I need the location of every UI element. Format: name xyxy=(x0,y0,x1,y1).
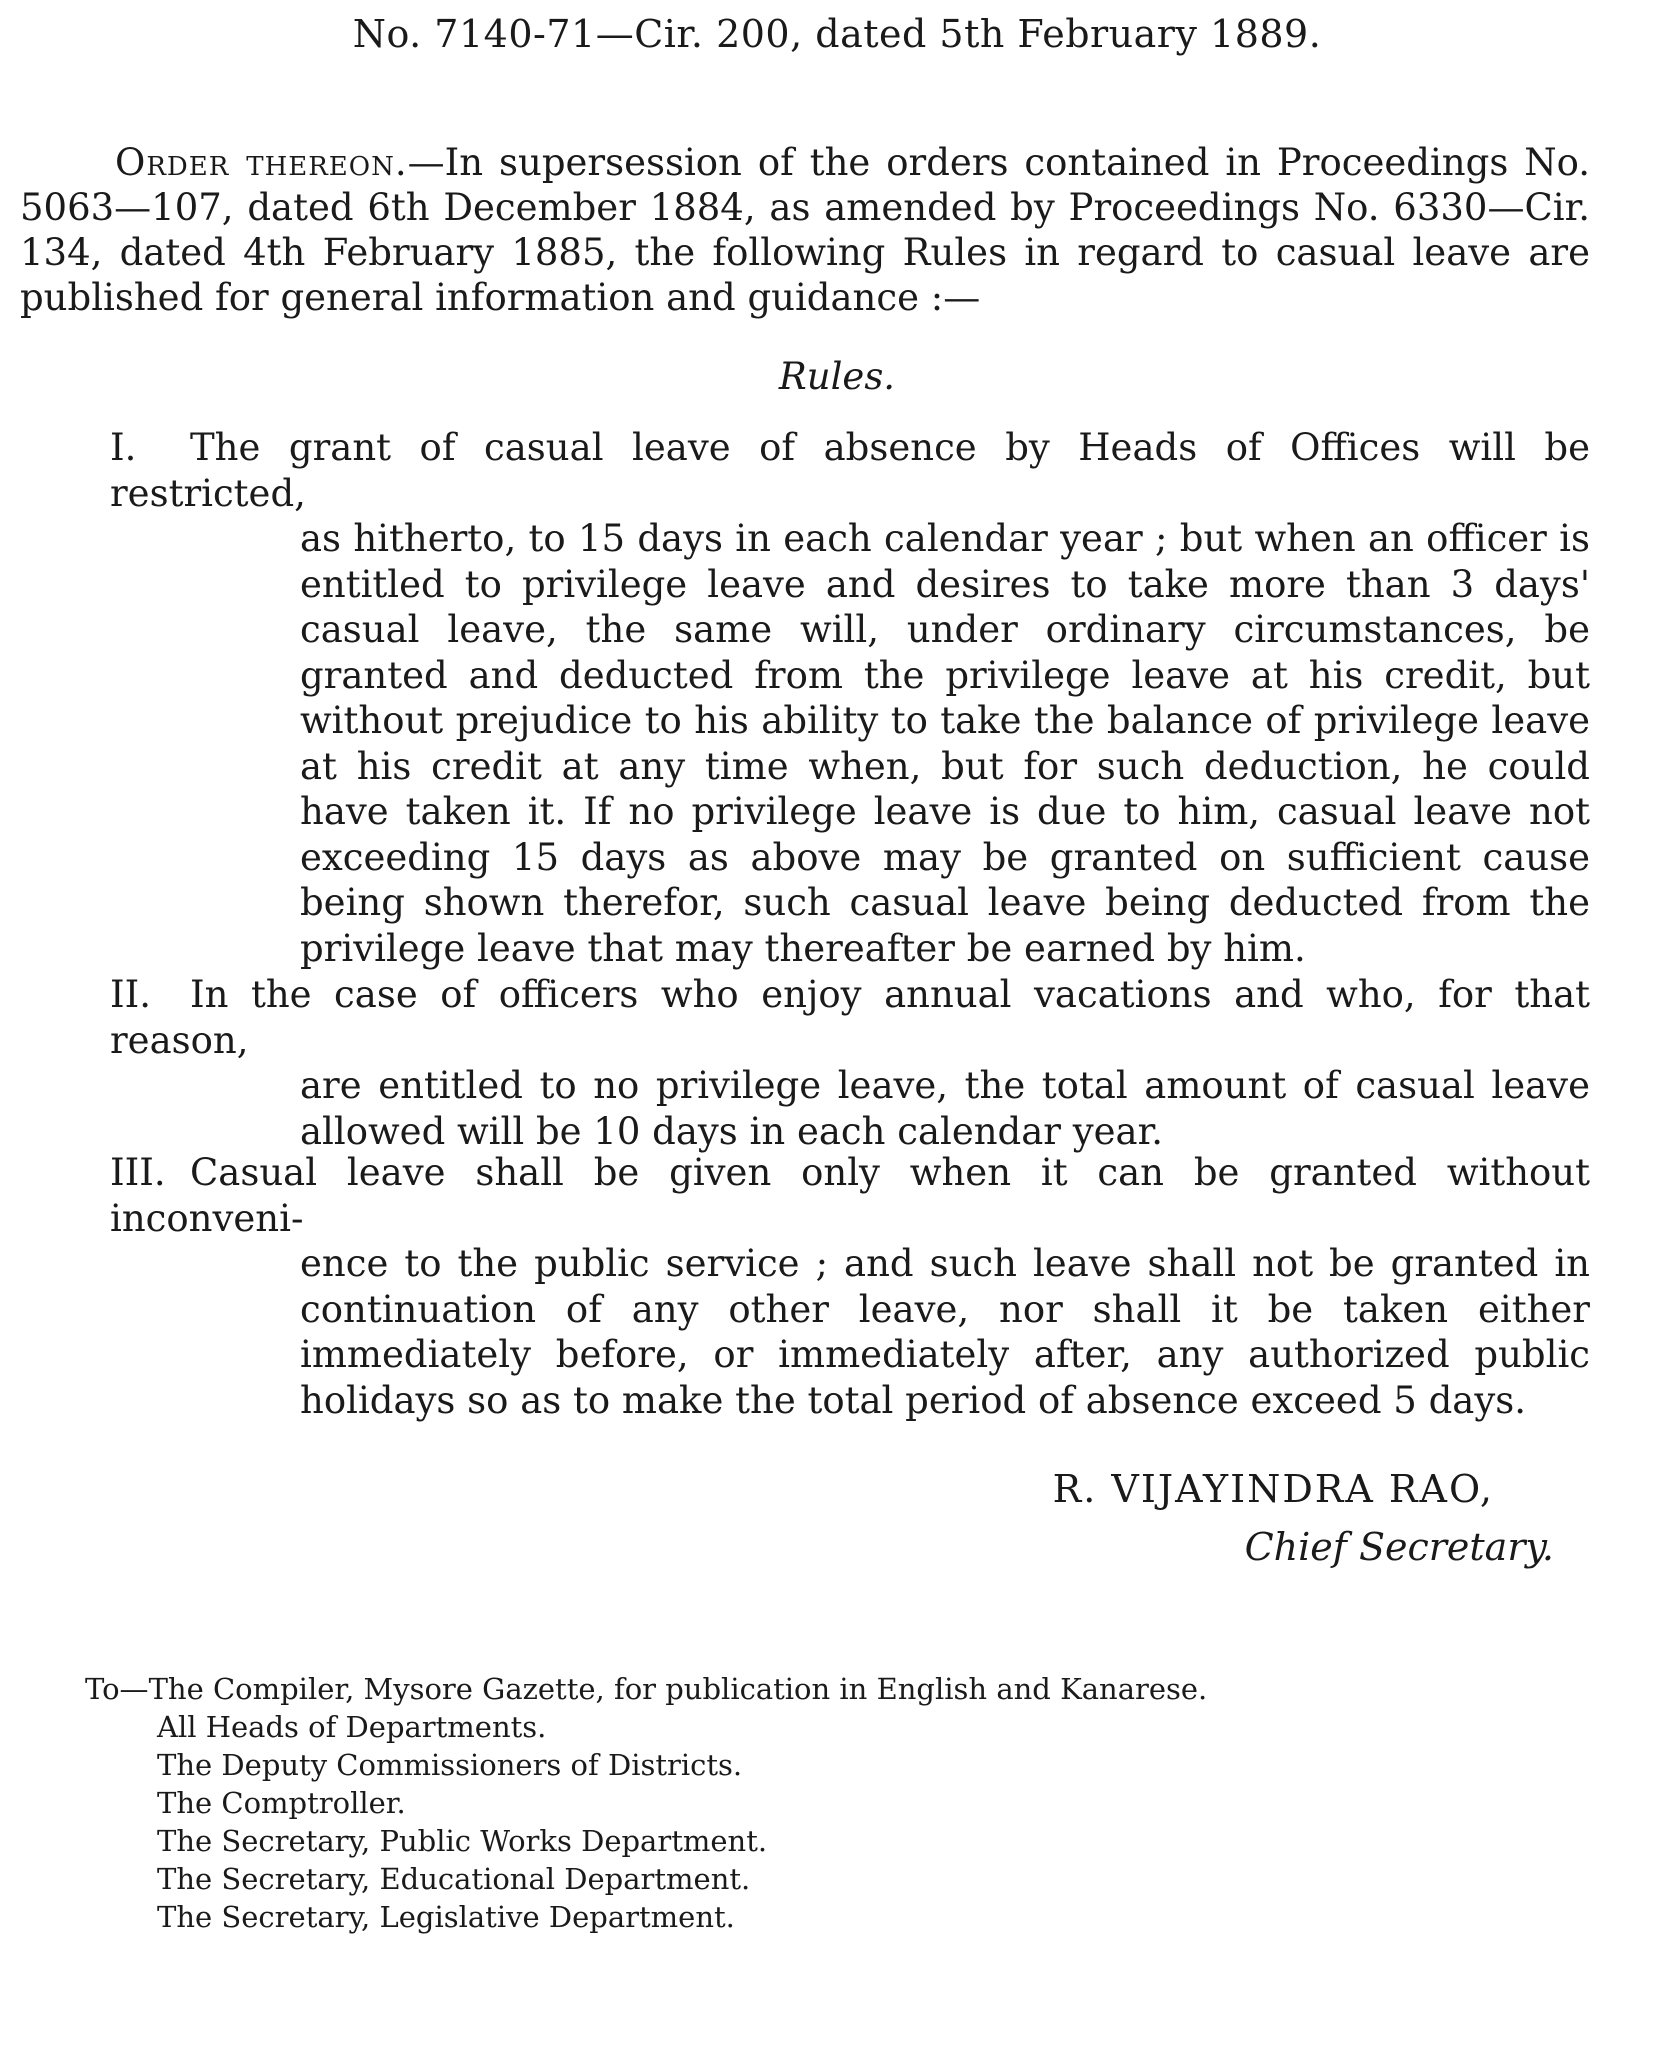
rule-first-line: The grant of casual leave of absence by Heads of Offices will be restricted, xyxy=(110,426,1590,515)
rule-1 xyxy=(110,425,1590,971)
distribution-prefix: To— xyxy=(85,1672,149,1706)
rule-first-line: Casual leave shall be given only when it can be granted without inconveni- xyxy=(110,1151,1590,1240)
rule-continuation: are entitled to no privilege leave, the total amount of casual leave allowed will be 10 days in each calendar year. xyxy=(300,1064,1590,1153)
rule-continuation: ence to the public service ; and such leave shall not be granted in continuation of any other leave, nor shall it be taken either immediately before, or immediately after, any authorized public holidays so as to make the total period of absence exceed 5 days. xyxy=(300,1242,1590,1422)
distribution-list xyxy=(85,1670,1485,1936)
rule-first-line: In the case of officers who enjoy annual vacations and who, for that reason, xyxy=(110,973,1590,1062)
rule-continuation: as hitherto, to 15 days in each calendar year ; but when an officer is entitled to privilege leave and desires to take more than 3 days' casual leave, the same will, under ordinary circumstances, be granted and deducted from the privilege leave at his credit, but without prejudice to his ability to take the balance of privilege leave at his credit at any time when, but for such deduction, he could have taken it. If no privilege leave is due to him, casual leave not exceeding 15 days as above may be granted on sufficient cause being shown therefor, such casual leave being deducted from the privilege leave that may thereafter be earned by him. xyxy=(300,517,1590,970)
distribution-item: The Deputy Commissioners of Districts. xyxy=(157,1748,743,1782)
distribution-item: The Comptroller. xyxy=(157,1786,406,1820)
distribution-item: All Heads of Departments. xyxy=(157,1710,547,1744)
rule-3 xyxy=(110,1150,1590,1423)
order-paragraph xyxy=(20,140,1590,320)
circular-header: No. 7140-71—Cir. 200, dated 5th February 1889. xyxy=(352,12,1322,56)
order-text: —In supersession of the orders contained in Proceedings No. 5063—107, dated 6th December 1884, as amended by Proceedings No. 6330—Cir. 134, dated 4th February 1885, the following Rules in regard to casual leave are published for general information and guidance :— xyxy=(20,141,1590,319)
distribution-item: The Secretary, Legislative Department. xyxy=(157,1900,735,1934)
rule-number: II. xyxy=(110,973,151,1016)
order-lead: Order thereon. xyxy=(115,141,408,184)
signatory-title: Chief Secretary. xyxy=(1244,1525,1554,1569)
rule-2 xyxy=(110,972,1590,1154)
distribution-item: The Secretary, Public Works Department. xyxy=(157,1824,768,1858)
rule-number: III. xyxy=(110,1151,166,1194)
rules-heading: Rules. xyxy=(778,355,896,398)
distribution-item: To—The Compiler, Mysore Gazette, for publication in English and Kanarese. xyxy=(85,1672,1208,1706)
signature-block xyxy=(1053,1460,1554,1576)
distribution-item: The Secretary, Educational Department. xyxy=(157,1862,751,1896)
rule-number: I. xyxy=(110,426,137,469)
signatory-name: R. VIJAYINDRA RAO, xyxy=(1052,1467,1494,1511)
